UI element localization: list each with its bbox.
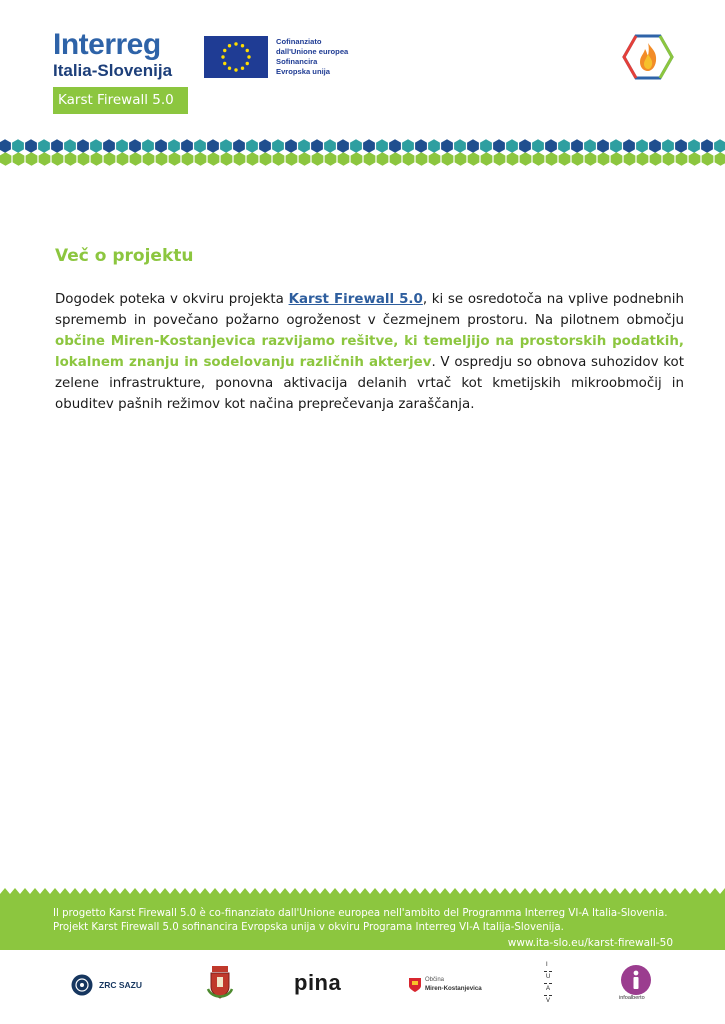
- eu-star-icon: [221, 55, 224, 58]
- pattern-hexagon: [285, 139, 297, 153]
- pattern-hexagon: [467, 139, 479, 153]
- pattern-hexagon: [585, 152, 597, 166]
- pattern-hexagon: [298, 139, 310, 153]
- pattern-hexagon: [116, 139, 128, 153]
- pattern-hexagon: [610, 139, 622, 153]
- pattern-hexagon: [650, 152, 662, 166]
- pattern-hexagon: [559, 152, 571, 166]
- pattern-hexagon: [689, 152, 701, 166]
- pattern-hexagon: [325, 152, 337, 166]
- iuav-letter: V: [546, 998, 551, 1004]
- pattern-hexagon: [168, 139, 180, 153]
- iuav-divider: [544, 971, 552, 972]
- pattern-hexagon: [221, 152, 233, 166]
- interreg-wordmark: Interreg: [53, 28, 161, 61]
- pattern-hexagon: [351, 152, 363, 166]
- pattern-hexagon: [533, 152, 545, 166]
- municipality-crest-logo: [206, 965, 234, 1005]
- infoalberto-label: infoalberto: [619, 995, 645, 1001]
- interreg-logo: [53, 30, 172, 81]
- iuav-divider: [544, 983, 552, 984]
- pattern-hexagon: [156, 152, 168, 166]
- pattern-hexagon: [286, 152, 298, 166]
- footer-url[interactable]: www.ita-slo.eu/karst-firewall-50: [507, 937, 673, 949]
- eu-star-icon: [234, 68, 237, 71]
- pattern-hexagon: [520, 152, 532, 166]
- eu-statement-line: Sofinancira: [276, 57, 318, 66]
- pattern-hexagon: [104, 152, 116, 166]
- pattern-hexagon: [51, 139, 63, 153]
- pattern-hexagon: [675, 139, 687, 153]
- pattern-hexagon: [428, 139, 440, 153]
- pattern-hexagon: [12, 139, 24, 153]
- pattern-hexagon: [77, 139, 89, 153]
- pattern-hexagon: [155, 139, 167, 153]
- pattern-hexagon: [103, 139, 115, 153]
- pattern-hexagon: [715, 152, 725, 166]
- iuav-letter: I: [546, 962, 548, 968]
- project-link[interactable]: Karst Firewall 5.0: [288, 292, 423, 307]
- pattern-hexagon: [545, 139, 557, 153]
- eu-star-icon: [223, 62, 226, 65]
- pattern-hexagon: [701, 139, 713, 153]
- pattern-hexagon: [234, 152, 246, 166]
- obcina-name-label: Miren-Kostanjevica: [425, 985, 482, 992]
- municipal-crest-icon: [206, 965, 234, 1003]
- pattern-hexagon: [142, 139, 154, 153]
- eu-star-icon: [228, 44, 231, 47]
- eu-star-icon: [247, 55, 250, 58]
- pattern-hexagon: [532, 139, 544, 153]
- pattern-hexagon: [519, 139, 531, 153]
- pattern-hexagon: [13, 152, 25, 166]
- pattern-hexagon: [65, 152, 77, 166]
- pattern-hexagon: [208, 152, 220, 166]
- obcina-miren-kostanjevica-logo: [409, 965, 499, 1005]
- zrc-sazu-emblem-icon: [71, 974, 93, 996]
- obcina-small-label: Občina: [425, 977, 445, 983]
- pattern-hexagon: [402, 139, 414, 153]
- pattern-hexagon: [376, 139, 388, 153]
- pattern-hexagon: [637, 152, 649, 166]
- pina-wordmark: pina: [294, 970, 342, 995]
- pattern-hexagon: [702, 152, 714, 166]
- eu-star-icon: [234, 42, 237, 45]
- pattern-hexagon: [260, 152, 272, 166]
- interreg-program-name: Italia-Slovenija: [53, 61, 173, 80]
- pattern-hexagon: [181, 139, 193, 153]
- description-text: , ki se osredotoča na vplive podnebnih sprememb in povečano požarno ogroženost v čezmejnem prostoru. Na pilotnem območju: [55, 292, 684, 328]
- pattern-hexagon: [0, 139, 11, 153]
- pattern-hexagon: [441, 139, 453, 153]
- pattern-hexagon: [364, 152, 376, 166]
- pattern-hexagon: [312, 152, 324, 166]
- pattern-hexagon: [182, 152, 194, 166]
- pattern-hexagon: [39, 152, 51, 166]
- pattern-hexagon: [273, 152, 285, 166]
- eu-star-icon: [246, 49, 249, 52]
- pattern-hexagon: [506, 139, 518, 153]
- fire-hexagon-icon: [622, 34, 674, 80]
- iuav-logo: [543, 962, 555, 1010]
- pattern-hexagon: [233, 139, 245, 153]
- pattern-hexagon: [143, 152, 155, 166]
- pattern-hexagon: [546, 152, 558, 166]
- iuav-letter: A: [546, 986, 551, 992]
- pattern-hexagon: [194, 139, 206, 153]
- footer-cofunding-sl: Projekt Karst Firewall 5.0 sofinancira Evropska unija v okviru Programa Interreg VI-A Italija-Slovenija.: [53, 922, 564, 933]
- highlighted-text: občine Miren-Kostanjevica razvijamo rešitve, ki temeljijo na prostorskih podatkih, lokalnem znanju in sodelovanju različnih akterjev: [55, 334, 684, 370]
- obcina-crest-icon: [409, 978, 421, 992]
- pattern-hexagon: [246, 139, 258, 153]
- pattern-hexagon: [311, 139, 323, 153]
- eu-cofunding-statement: [276, 37, 396, 77]
- description-text: . V ospredju so obnova suhozidov kot zelene infrastrukture, ponovna aktivacija delanih vrtač kot kmetijskih mikroobmočij in obuditev pašnih režimov kot načina preprečevanja zaraščanja.: [55, 355, 684, 412]
- pattern-hexagon: [25, 139, 37, 153]
- infoalberto-logo: [619, 964, 653, 1006]
- pattern-hexagon: [350, 139, 362, 153]
- pattern-hexagon: [337, 139, 349, 153]
- pattern-hexagon: [195, 152, 207, 166]
- pattern-hexagon: [272, 139, 284, 153]
- pattern-hexagon: [117, 152, 129, 166]
- pattern-hexagon: [442, 152, 454, 166]
- footer-cofunding-it: Il progetto Karst Firewall 5.0 è co-finanziato dall'Unione europea nell'ambito del Programma Interreg VI-A Italia-Slovenia.: [53, 908, 668, 919]
- pattern-hexagon: [0, 152, 11, 166]
- pattern-hexagon: [26, 152, 38, 166]
- pattern-hexagon: [390, 152, 402, 166]
- pattern-hexagon: [338, 152, 350, 166]
- pattern-hexagon: [480, 139, 492, 153]
- zrc-sazu-logo: [71, 965, 151, 1005]
- pattern-hexagon: [259, 139, 271, 153]
- pattern-hexagon: [623, 139, 635, 153]
- iuav-divider: [544, 995, 552, 996]
- pattern-hexagon: [455, 152, 467, 166]
- iuav-letter: U: [546, 974, 551, 980]
- pattern-hexagon: [416, 152, 428, 166]
- page-header: [0, 0, 725, 170]
- pina-logo: [294, 965, 346, 1005]
- pattern-hexagon: [494, 152, 506, 166]
- pattern-hexagon: [415, 139, 427, 153]
- info-circle-icon: [620, 964, 652, 996]
- project-badge: Karst Firewall 5.0: [53, 87, 188, 114]
- eu-star-icon: [246, 62, 249, 65]
- pattern-hexagon: [220, 139, 232, 153]
- pattern-hexagon: [584, 139, 596, 153]
- pattern-hexagon: [130, 152, 142, 166]
- eu-flag-icon: [204, 36, 268, 78]
- pattern-hexagon: [389, 139, 401, 153]
- pattern-hexagon: [597, 139, 609, 153]
- pattern-hexagon: [403, 152, 415, 166]
- pattern-hexagon: [611, 152, 623, 166]
- pattern-hexagon: [38, 139, 50, 153]
- pattern-hexagon: [662, 139, 674, 153]
- eu-statement-line: Evropska unija: [276, 67, 331, 76]
- pattern-hexagon: [247, 152, 259, 166]
- pattern-hexagon: [468, 152, 480, 166]
- eu-star-icon: [241, 67, 244, 70]
- pattern-hexagon: [454, 139, 466, 153]
- description-text: Dogodek poteka v okviru projekta: [55, 292, 289, 307]
- section-heading: Več o projektu: [55, 246, 194, 266]
- pattern-hexagon: [207, 139, 219, 153]
- pattern-hexagon: [493, 139, 505, 153]
- pattern-hexagon: [78, 152, 90, 166]
- eu-star-icon: [241, 44, 244, 47]
- pattern-hexagon: [429, 152, 441, 166]
- eu-star-icon: [223, 49, 226, 52]
- pattern-hexagon: [649, 139, 661, 153]
- pattern-hexagon: [598, 152, 610, 166]
- pattern-hexagon: [636, 139, 648, 153]
- hexagon-pattern-band: [0, 138, 725, 168]
- pattern-hexagon: [571, 139, 583, 153]
- pattern-hexagon: [90, 139, 102, 153]
- pattern-hexagon: [714, 139, 725, 153]
- pattern-hexagon: [688, 139, 700, 153]
- pattern-hexagon: [558, 139, 570, 153]
- pattern-hexagon: [324, 139, 336, 153]
- pattern-hexagon: [169, 152, 181, 166]
- eu-statement-line: Cofinanziato: [276, 37, 322, 46]
- pattern-hexagon: [52, 152, 64, 166]
- pattern-hexagon: [676, 152, 688, 166]
- pattern-hexagon: [481, 152, 493, 166]
- pattern-hexagon: [299, 152, 311, 166]
- pattern-hexagon: [64, 139, 76, 153]
- pattern-hexagon: [377, 152, 389, 166]
- project-description: [55, 289, 684, 415]
- pattern-hexagon: [663, 152, 675, 166]
- pattern-hexagon: [363, 139, 375, 153]
- pattern-hexagon: [129, 139, 141, 153]
- eu-star-icon: [228, 67, 231, 70]
- main-content: [55, 243, 684, 415]
- eu-statement-line: dall'Unione europea: [276, 47, 349, 56]
- pattern-hexagon: [624, 152, 636, 166]
- zrc-sazu-label: ZRC SAZU: [99, 980, 142, 990]
- pattern-hexagon: [572, 152, 584, 166]
- pattern-hexagon: [507, 152, 519, 166]
- pattern-hexagon: [91, 152, 103, 166]
